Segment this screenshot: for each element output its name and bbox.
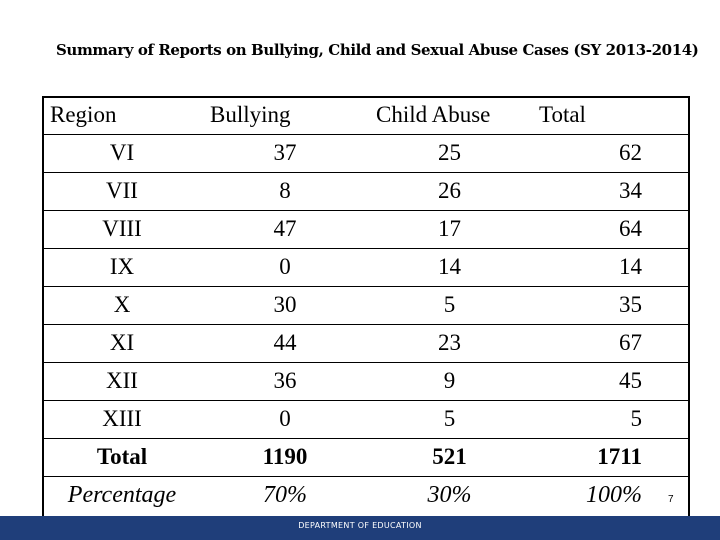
total-row: [42, 438, 690, 476]
percentage-bullying: 70%: [263, 482, 307, 509]
cell-bullying: 36: [273, 368, 297, 393]
header-total: Total: [539, 101, 586, 127]
cell-total: 35: [619, 292, 642, 317]
cell-total: 62: [619, 140, 642, 165]
cell-bullying: 44: [273, 330, 297, 355]
total-bullying: 1190: [262, 444, 308, 469]
cell-child-abuse: 25: [438, 140, 461, 165]
cell-bullying: 8: [279, 178, 291, 203]
cell-bullying: 30: [273, 292, 297, 317]
cell-region: XII: [106, 368, 138, 393]
cell-total: 34: [619, 178, 642, 203]
percentage-total: 100%: [586, 482, 642, 509]
cell-region: X: [113, 292, 131, 317]
header-bullying: Bullying: [210, 101, 291, 127]
table-row: [42, 400, 690, 438]
cell-child-abuse: 26: [438, 178, 461, 203]
cell-bullying: 0: [279, 254, 291, 279]
footer-bar: [0, 516, 720, 540]
cell-total: 64: [619, 216, 642, 241]
page-number: 7: [668, 494, 674, 505]
percentage-label: Percentage: [67, 482, 177, 509]
cell-child-abuse: 17: [438, 216, 461, 241]
percentage-child-abuse: 30%: [427, 482, 472, 509]
table-row: [42, 210, 690, 248]
cell-child-abuse: 5: [443, 406, 456, 431]
total-label: Total: [96, 444, 148, 469]
cell-region: IX: [109, 254, 135, 279]
table-row: [42, 362, 690, 400]
cell-region: VI: [109, 140, 135, 165]
footer-text: DEPARTMENT OF EDUCATION: [298, 521, 422, 530]
reports-table: [42, 96, 690, 514]
cell-region: VIII: [102, 216, 142, 241]
cell-child-abuse: 14: [438, 254, 461, 279]
cell-bullying: 47: [273, 216, 297, 241]
cell-total: 67: [619, 330, 642, 355]
header-region: Region: [50, 101, 117, 127]
cell-child-abuse: 9: [443, 368, 456, 393]
cell-total: 45: [619, 368, 642, 393]
cell-region: XI: [109, 330, 135, 355]
table-row: [42, 172, 690, 210]
table-row: [42, 324, 690, 362]
table-header-row: [42, 96, 690, 134]
cell-total: 14: [619, 254, 642, 279]
header-child-abuse: Child Abuse: [376, 101, 491, 127]
cell-region: XIII: [102, 406, 142, 431]
cell-region: VII: [106, 178, 138, 203]
cell-bullying: 0: [279, 406, 291, 431]
slide-title: Summary of Reports on Bullying, Child and Sexual Abuse Cases (SY 2013-2014): [56, 41, 699, 59]
total-child-abuse: 521: [432, 444, 467, 469]
cell-child-abuse: 5: [443, 292, 456, 317]
table-row: [42, 248, 690, 286]
table-row: [42, 286, 690, 324]
total-overall: 1711: [597, 444, 642, 469]
percentage-row: [42, 476, 690, 514]
cell-bullying: 37: [273, 140, 297, 165]
cell-child-abuse: 23: [438, 330, 461, 355]
cell-total: 5: [630, 406, 642, 431]
table-row: [42, 134, 690, 172]
